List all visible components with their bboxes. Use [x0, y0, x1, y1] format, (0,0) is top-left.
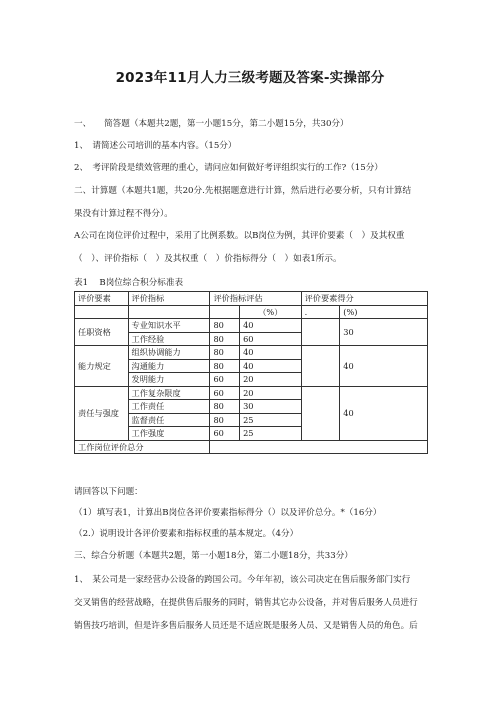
value-b-cell: 20: [240, 373, 302, 387]
table-subheader-row: [75, 305, 428, 319]
section1-question-1: 1、 请简述公司培训的基本内容。（15分）: [74, 141, 237, 151]
value-a-cell: 80: [210, 346, 240, 360]
value-b-cell: 25: [240, 413, 302, 427]
value-a-cell: 80: [210, 332, 240, 346]
value-a-cell: 80: [210, 400, 240, 414]
evaluation-table: [74, 291, 428, 454]
questions-intro: 请回答以下问题：: [74, 487, 143, 497]
value-b-cell: 40: [240, 359, 302, 373]
section1-question-2: 2、 考评阶段是绩效管理的重心，请问应如何做好考评组织实行的工作?（15分）: [74, 163, 383, 173]
factor-cell: 责任与强度: [75, 386, 129, 440]
value-b-cell: 40: [240, 319, 302, 333]
value-b-cell: 25: [240, 427, 302, 441]
value-b-cell: 60: [240, 332, 302, 346]
section2-heading-line-1: 二、计算题（本题共1题，共20分.先根据题意进行计算，然后进行必要分析，只有计算结: [74, 186, 412, 196]
table-caption: 表1 B岗位综合积分标准表: [74, 278, 184, 288]
header-dot: .: [301, 305, 340, 319]
table-header-row: [75, 292, 428, 306]
total-label: 工作岗位评价总分: [75, 440, 210, 454]
indicator-cell: 组织协调能力: [128, 346, 210, 360]
table-row: [75, 319, 428, 333]
indicator-cell: 工作强度: [128, 427, 210, 441]
value-b-cell: 30: [240, 400, 302, 414]
section2-paragraph-line-2: （ ）、评价指标（ ）及其权重（ ）价指标得分（ ）如表1所示。: [74, 254, 342, 264]
value-a-cell: 60: [210, 373, 240, 387]
weight-cell: 40: [340, 386, 428, 440]
section3-line-2: 交叉销售的经营战略，在提供售后服务的同时，销售其它办公设备，并对售后服务人员进行: [74, 598, 418, 608]
value-a-cell: 80: [210, 413, 240, 427]
indicator-cell: 沟通能力: [128, 359, 210, 373]
value-a-cell: 80: [210, 319, 240, 333]
header-factor-score: 评价要素得分: [301, 292, 427, 306]
header-indicator: 评价指标: [128, 292, 210, 306]
value-b-cell: 40: [240, 346, 302, 360]
section2-heading-line-2: 果没有计算过程不得分）。: [74, 209, 173, 219]
section3-line-3: 销售技巧培训，但是许多售后服务人员还是不适应既是服务人员、又是销售人员的角色。后: [74, 621, 418, 631]
indicator-cell: 发明能力: [128, 373, 210, 387]
question-1: （1）填写表1，计算出B岗位各评价要素指标得分（）以及评价总分。*（16分）: [74, 508, 382, 518]
header-factor: 评价要素: [75, 292, 129, 306]
indicator-cell: 工作经验: [128, 332, 210, 346]
indicator-cell: 专业知识水平: [128, 319, 210, 333]
section2-paragraph-line-1: A公司在岗位评价过程中，采用了比例系数。以B岗位为例，其评价要素（ ）及其权重: [74, 231, 405, 241]
page-title: 2023年11月人力三级考题及答案-实操部分: [115, 70, 385, 86]
section3-line-1: 1、 某公司是一家经营办公设备的跨国公司。今年年初，该公司决定在售后服务部门实行: [74, 575, 411, 585]
weight-cell: 40: [340, 346, 428, 387]
section3-heading: 三、综合分析题（本题共2题，第一小题18分，第二小题18分，共33分）: [74, 551, 353, 561]
indicator-cell: 工作复杂限度: [128, 386, 210, 400]
weight-cell: 30: [340, 319, 428, 346]
header-indicator-eval: 评价指标评估: [210, 292, 301, 306]
indicator-cell: 工作责任: [128, 400, 210, 414]
table-row: [75, 346, 428, 360]
question-2: （2.）说明设计各评价要素和指标权重的基本规定。（4分）: [74, 529, 299, 539]
section1-heading: 一、 简答题（本题共2题，第一小题15分，第二小题15分，共30分）: [74, 119, 349, 129]
value-a-cell: 60: [210, 427, 240, 441]
header-percent-1: （%）: [240, 305, 302, 319]
value-b-cell: 20: [240, 386, 302, 400]
table-total-row: [75, 440, 428, 454]
factor-cell: 任职资格: [75, 319, 129, 346]
factor-cell: 能力规定: [75, 346, 129, 387]
header-percent-2: (%): [340, 305, 428, 319]
value-a-cell: 60: [210, 386, 240, 400]
value-a-cell: 80: [210, 359, 240, 373]
indicator-cell: 监督责任: [128, 413, 210, 427]
table-row: [75, 386, 428, 400]
